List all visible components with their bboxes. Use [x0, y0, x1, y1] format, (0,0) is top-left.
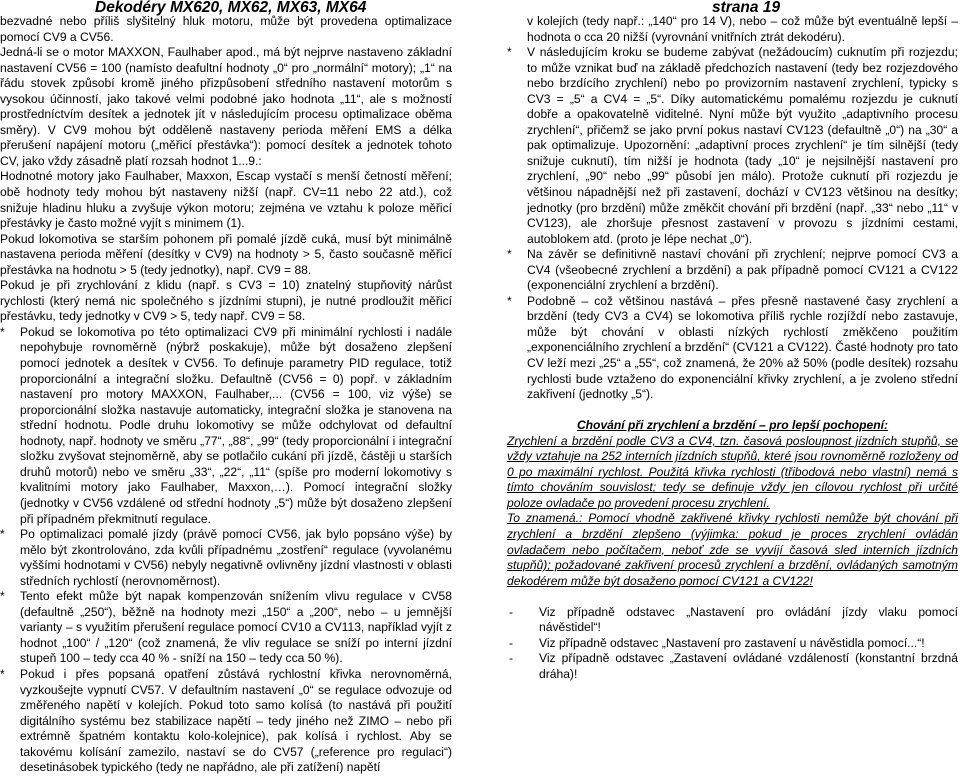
page-header-title: Dekodéry MX620, MX62, MX63, MX64 — [95, 0, 367, 16]
bullet-item: * Na závěr se definitivně nastaví chování při zrychlení; nejprve pomocí CV3 a CV4 (všeobecné zrychlení a brzdění) a pak případně pomocí CV121 a CV122 (exponenciální zrychlení a brzdění). — [507, 247, 958, 294]
info-box-title: Chování při zrychlení a brzdění – pro lepší pochopení: — [576, 418, 889, 433]
spacer — [507, 403, 958, 419]
paragraph: bezvadné nebo příliš slyšitelný hluk motoru, může být provedena optimalizace pomocí CV9 a CV56. — [0, 14, 452, 44]
info-box-paragraph: Zrychlení a brzdění podle CV3 a CV4, tzn. časová posloupnost jízdních stupňů, se vždy vztahuje na 252 interních jízdních stupňů, které jsou rovnoměrně rozloženy od 0 po maximální rychlost. Použitá křivka rychlosti (třibodová nebo vlastní) nemá s tímto chováním souvislost; tedy se definuje vždy jen cílovou rychlost při určité poloze ovladače po provedení procesu zrychlení. — [507, 433, 958, 510]
spacer — [507, 589, 958, 605]
bullet-item: * V následujícím kroku se budeme zabývat (nežádoucím) cuknutím při rozjezdu; to může vznikat buď na základě předchozích nastavení (tedy bez rozjezdového nebo brzdícího zrychlení) nebo po provizorním nastavení zrychlení, typicky s CV3 = „5“ a CV4 = „5“. Díky automatickému pomalému rozjezdu je cuknutí dobře a opakovatelně viditelné. Nyní může být využito „adaptivního procesu zrychlení“, přičemž se jako první pokus nastaví CV123 (defaultně „0“) na „30“ a pak optimalizuje. Upozornění: „adaptivní proces zrychlení“ je tím silnější (tedy snižuje cuknutí), tím nižší je hodnota (tady „10“ je nejsilnější nastavení pro zrychlení, „90“ nebo „99“ působí jen málo). Protože cuknutí při rozjezdu je většinou nápadnější než při zastavení, dochází v CV123 většinou na desítky; jednotky (pro brzdění) může změkčit chování při brzdění (např. „33“ nebo „11“ v CV123), ale zhoršuje přesnost zastavení v provozu s jízdními cestami, autoblokem atd. (proto je lépe nechat „0“). — [507, 45, 958, 247]
dash-item: - Viz případně odstavec „Zastavení ovládané vzdáleností (konstantní brzdná dráha)! — [507, 651, 958, 682]
bullet-item: * Po optimalizaci pomalé jízdy (právě pomocí CV56, jak bylo popsáno výše) by mělo být zkontrolováno, zda kvůli případnému „zostření“ regulace (vyvolanému vyššími hodnotami v CV56) nebyly negativně ovlivněny jízdní vlastnosti v oblasti středních rychlostí (nerovnoměrnost). — [0, 527, 452, 589]
paragraph: Pokud lokomotiva se starším pohonem při pomalé jízdě cuká, musí být minimálně nastavena perioda měření (desítky v CV9) na hodnoty > 5, často současně měřicí přestávka na hodnotu > 5 (tedy jednotky), např. CV9 = 88. — [0, 231, 452, 277]
info-box-paragraph: To znamená.: Pomocí vhodně zakřivené křivky rychlosti nemůže být chování při zrychlení a brzdění zlepšeno (výjimka: pokud je proces zrychlení ovládán ovladačem nebo počítačem, neboť zde se vyvíjí časová sled interních jízdních stupňů); požadované zakřivení procesů zrychlení a brzdění, ovládaných samotným dekodérem může být dosaženo pomocí CV121 a CV122! — [507, 511, 958, 588]
paragraph: Pokud je při zrychlování z klidu (např. s CV3 = 10) znatelný stupňovitý nárůst rychlosti (který nemá nic společného s jízdními stupni), je nutné prodloužit měřicí přestávku, tedy jednotky v CV9 > 5, tedy např. CV9 = 58. — [0, 278, 452, 324]
bullet-item: * Tento efekt může být napak kompenzován snížením vlivu regulace v CV58 (defaultně „250“), běžně na hodnoty mezi „150“ a „200“, nebo – u jemnější varianty – s využitím přerušení regulace pomocí CV10 a CV113, například vyjít z hodnot „100“ / „120“ (což znamená, že vliv regulace se sníží po interní jízdní stupeň 100 – tedy cca 40 % - sníží na 150 – tedy cca 50 %). — [0, 589, 452, 667]
bullet-item: * Pokud i přes popsaná opatření zůstává rychlostní křivka nerovnoměrná, vyzkoušejte vypnutí CV57. V defaultním nastavení „0“ se regulace odvozuje od změřeného napětí v kolejích. Pokud toto samo kolísá (to nastává při použití digitálního systému bez stabilizace napětí – tedy jiného než ZIMO – nebo při extrémně špatném kontaktu kolo-kolejnice), pak kolísá i rychlost. Aby se takovému kolísání zamezilo, nastaví se do CV57 („reference pro regulaci“) desetinásobek typického (tedy ne napřádno, ale při zatížení) napětí — [0, 667, 452, 776]
left-column — [0, 14, 452, 776]
bullet-item: * Pokud se lokomotiva po této optimalizaci CV9 při minimální rychlosti i nadále nepohybuje rovnoměrně (nýbrž poskakuje), může být dosaženo zlepšení pomocí jednotek a desítek v CV56. To definuje parametry PID regulace, totiž proporcionální a integrační složku. Defaultně (CV56 = 0) popř. v základním nastavení pro motory MAXXON, Faulhaber,... (CV56 = 100, viz výše) se proporcionální složka nastavuje automaticky, integrační složka je stanovena na střední hodnotu. Podle druhu lokomotivy se může odchylovat od defaultní hodnoty, např. hodnoty ve směru „77“, „88“, „99“ (tedy proporcionální i integrační složku zvyšovat stejnoměrně, aby se potlačilo cukání při jízdě, částěji u starších druhů motorů) nebo ve směru „33“, „22“, „11“ (spíše pro moderní lokomotivy s kvalitními motory jako Faulhaber, Maxxon,…). Pomocí integrační složky (jednotky v CV56 vzdálené od střední hodnoty „5“) může být dosaženo zlepšení při případném překmitnutí regulace. — [0, 325, 452, 527]
page-number: strana 19 — [712, 0, 781, 16]
bullet-continuation: v kolejích (tedy např.: „140“ pro 14 V), nebo – což může být eventuálně lepší – hodnota o cca 20 nižší (vyrovnání vnitřních ztrát dekodéru). — [527, 14, 958, 44]
paragraph: Hodnotné motory jako Faulhaber, Maxxon, Escap vystačí s menší četností měření; obě hodnoty tedy mohou být nastaveny nižší (např. CV=11 nebo 22 atd.), což snižuje hladinu hluku a zvyšuje výkon motoru; zejména ve vztahu k poloze měřicí přestávky je často možné vyjít s minimem (1). — [0, 169, 452, 231]
bullet-item: * Podobně – což většinou nastává – přes přesně nastavené časy zrychlení a brzdění (tedy CV3 a CV4) se lokomotiva příliš rychle rozjíždí nebo zastavuje, může být chování v oblasti nízkých rychlostí změkčeno použitím „exponenciálního zrychlení a brzdění“ (CV121 a CV122). Časté hodnoty pro tato CV leží mezi „25“ a „55“, což znamená, že 20% až 50% (podle desítek) rozsahu rychlosti bude vztaženo do exponenciální křivky zrychlení, a je zvoleno střední zakřivení (jednotky „5“). — [507, 294, 958, 403]
info-box — [507, 418, 958, 589]
dash-item: - Viz případně odstavec „Nastavení pro zastavení u návěstidla pomocí...“! — [507, 636, 958, 652]
dash-item: - Viz případně odstavec „Nastavení pro ovládání jízdy vlaku pomocí návěstidel“! — [507, 605, 958, 636]
right-column — [507, 14, 958, 682]
paragraph: Jedná-li se o motor MAXXON, Faulhaber apod., má být nejprve nastaveno základní nastavení CV56 = 100 (namísto deafultní hodnoty „0“ pro „normální“ motory); „1“ na řádu stovek způsobí kromě jiného přizpůsobení středního nastavení motorům s vysokou účinností, jako takové velmi podobné jako hodnota „11“, ale s možností prostředníctvím desítek a jednotek jít v následujícím procesu optimalizace oběma směry). V CV9 mohou být odděleně nastaveny perioda měření EMS a délka přerušení napájení motoru („měřicí přestávka“): pomocí desítek a jednotek tohoto CV, jako vždy zásadně platí rozsah hodnot 1...9.: — [0, 45, 452, 168]
